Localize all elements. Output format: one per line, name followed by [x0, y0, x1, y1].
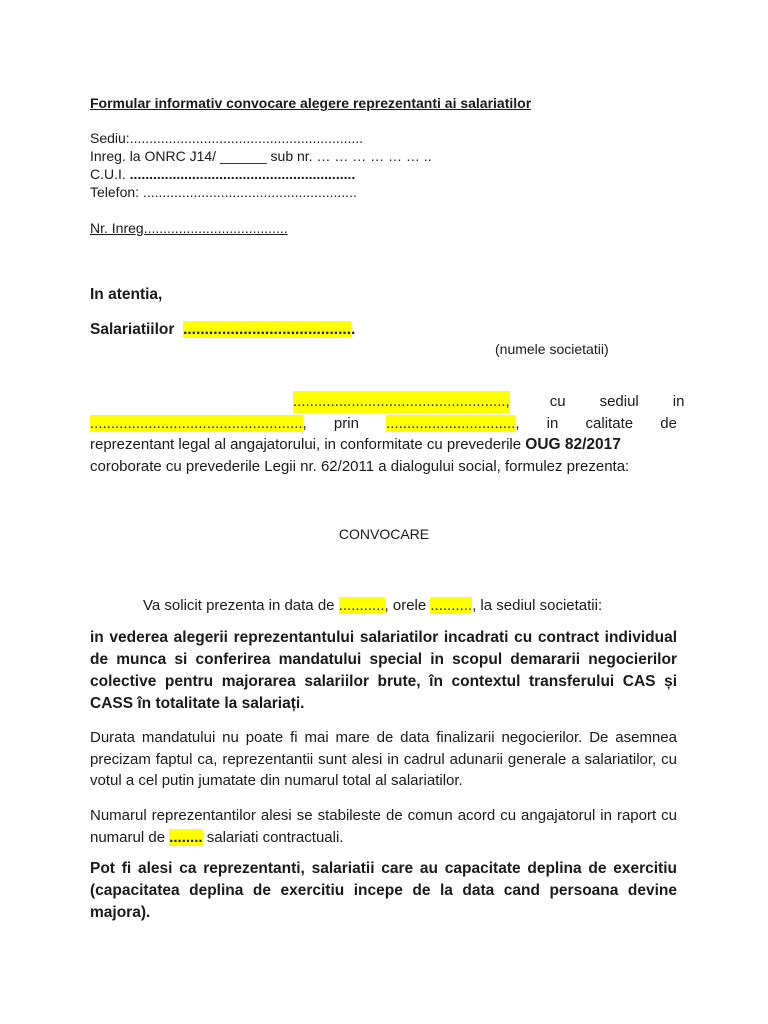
in-atentia: In atentia,: [90, 286, 163, 303]
solicit-text-1: Va solicit prezenta in data de: [143, 597, 339, 614]
company-name-blank: ...................................................,: [293, 391, 510, 413]
oug-reference: OUG 82/2017: [525, 436, 621, 453]
calitate-word: calitate: [585, 414, 634, 432]
solicit-text-3: , la sediul societatii:: [472, 597, 603, 614]
intro-line-3-text: reprezentant legal al angajatorului, in conformitate cu prevederile: [90, 436, 526, 453]
convocare-heading: [0, 526, 768, 543]
telefon-field: Telefon: .......................................................: [90, 184, 357, 200]
cui-label: C.U.I.: [90, 166, 130, 182]
cu-word: cu: [549, 393, 566, 410]
cui-field: [90, 166, 355, 183]
comma-2: ,: [515, 414, 520, 432]
salariatiilor-end: .: [351, 321, 356, 338]
intro-line-1: [90, 391, 685, 413]
convocare-heading-text: CONVOCARE: [338, 526, 430, 542]
salariatiilor-blank: .......................................: [183, 321, 352, 338]
salariatiilor-line: [90, 320, 355, 340]
document-title: Formular informativ convocare alegere reprezentanti ai salariatilor: [90, 95, 532, 111]
number-blank: ........: [169, 828, 203, 846]
comma-1: ,: [302, 414, 307, 432]
address-blank: ...................................................: [90, 414, 303, 432]
cui-dots: ..........................................................: [129, 166, 356, 182]
intro-line-4: coroborate cu prevederile Legii nr. 62/2011 a dialogului social, formulez prezenta:: [90, 457, 630, 475]
eligibility-paragraph: Pot fi alesi ca reprezentanti, salariatii care au capacitate deplina de exercitiu (capacitatea deplina de exercitiu incepe de la data cand persoana devine majora).: [90, 860, 677, 921]
intro-paragraph: [90, 391, 685, 477]
representative-blank: ...............................: [386, 414, 516, 432]
prin-word: prin: [333, 414, 359, 432]
salariatiilor-label: Salariatiilor: [90, 321, 175, 338]
mandate-paragraph: Durata mandatului nu poate fi mai mare de data finalizarii negocierilor. De asemnea precizam faptul ca, reprezentantii sunt alesi in cadrul adunarii generale a salariatilor, cu votul a cel putin jumatate din numarul total al salariatilor.: [90, 729, 677, 789]
intro-line-2: [90, 413, 677, 435]
sediul-word: sediul: [599, 393, 639, 410]
number-paragraph: [90, 805, 677, 848]
hour-blank: ..........: [430, 597, 473, 614]
intro-line-3: [90, 434, 677, 456]
de-word: de: [660, 414, 677, 432]
numele-societatii-note: (numele societatii): [495, 341, 609, 357]
sediu-field: Sediu:............................................................: [90, 130, 364, 146]
number-text-2: salariati contractuali.: [202, 828, 344, 846]
nr-inreg-field: Nr. Inreg.....................................: [90, 220, 288, 236]
solicit-text-2: , orele: [384, 597, 431, 614]
date-blank: ...........: [338, 597, 385, 614]
number-text-1: Numarul reprezentantilor alesi se stabileste de comun acord cu angajatorul in raport cu numarul de: [90, 807, 677, 846]
purpose-paragraph: in vederea alegerii reprezentantului salariatilor incadrati cu contract individual de munca si conferirea mandatului special in scopul demararii negocierilor colective pentru majorarea salariilor brute, în contextul transferului CAS și CASS în totalitate la salariați.: [90, 629, 677, 712]
in-word: in: [672, 393, 685, 410]
solicit-line: [143, 595, 602, 616]
onrc-field: Inreg. la ONRC J14/ ______ sub nr. … … … … … … ..: [90, 148, 432, 164]
in-word-2: in: [546, 414, 559, 432]
